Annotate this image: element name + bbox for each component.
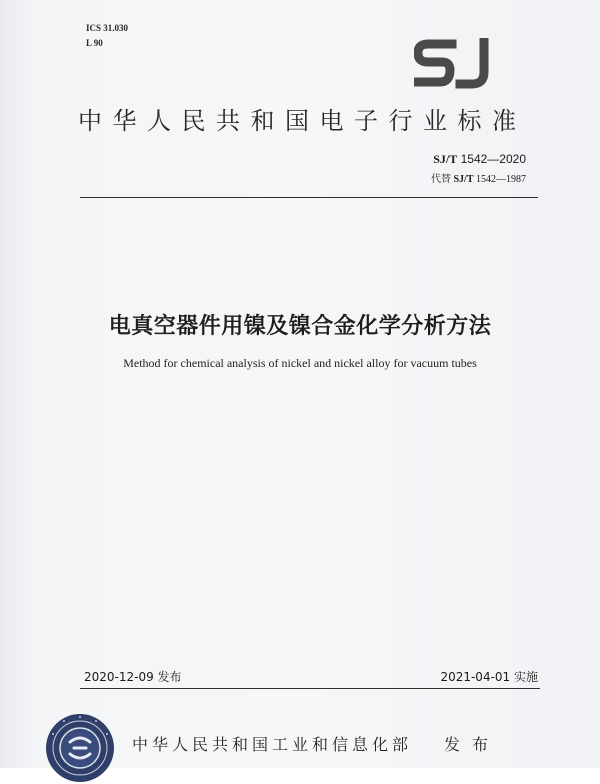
standard-number [433,152,526,167]
seal-icon [44,712,116,784]
document-title-zh: 电真空器件用镍及镍合金化学分析方法 [108,314,492,339]
implementation-date: 2021-04-01 实施 [440,670,538,684]
replaces-standard [431,170,526,185]
publisher: 中华人民共和国工业和信息化部 [132,735,413,754]
standard-number-value: 1542—2020 [460,152,526,166]
replaces-prefix: SJ/T [453,174,474,185]
replaces-label: 代替 [430,174,451,185]
ics-code: ICS 31.030 [86,23,129,33]
standard-number-prefix: SJ/T [433,152,458,166]
bottom-divider [80,688,540,689]
document-title-en: Method for chemical analysis of nickel and nickel alloy for vacuum tubes [123,356,477,370]
issue-date: 2020-12-09 发布 [84,670,182,684]
top-divider [80,197,538,198]
replaces-number: 1542—1987 [476,174,526,185]
category-code: L 90 [86,38,103,48]
publish-word: 发布 [444,735,501,754]
main-title: 中华人民共和国电子行业标准 [78,107,527,135]
sj-logo [414,38,498,90]
